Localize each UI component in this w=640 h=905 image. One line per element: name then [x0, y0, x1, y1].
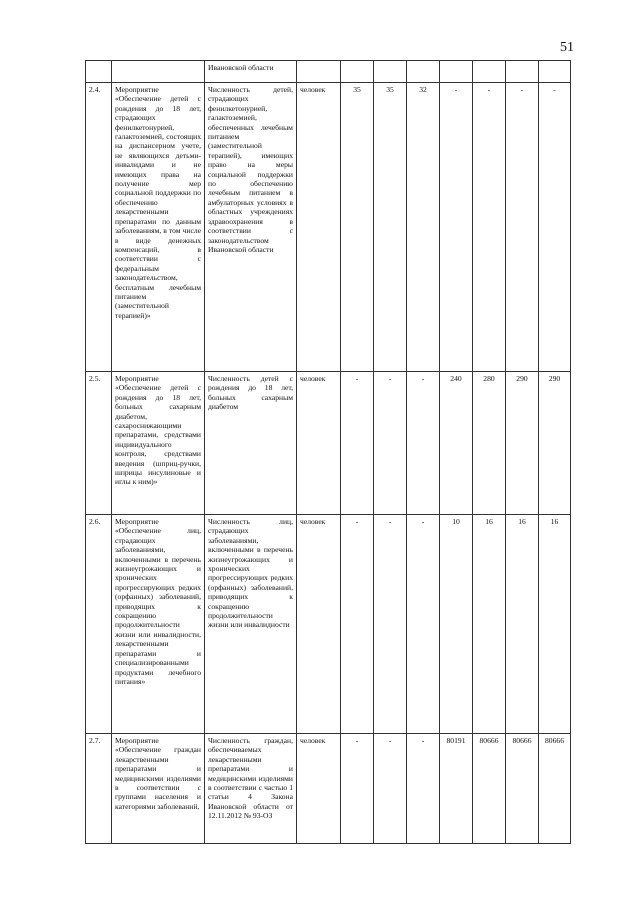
value-cell: -	[374, 372, 407, 515]
row-number-cell: 2.4.	[86, 83, 112, 372]
value-cell: -	[341, 372, 374, 515]
event-cell: Мероприятие «Обеспечение лиц, страдающих заболеваниями, включенными в перечень жизнеугрожающих и хронических прогрессирующих редких (орфанных) заболеваний, приводящих к сокращению продолжительности жизни или инвалидности, лекарственными препаратами и специализированными продуктами лечебного питания»	[112, 515, 205, 734]
value-cell: 290	[539, 372, 571, 515]
value-cell: 80666	[473, 734, 506, 844]
table-row	[86, 83, 571, 372]
indicator-cell: Ивановской области	[205, 61, 297, 83]
value-cell	[440, 61, 473, 83]
table-row	[86, 515, 571, 734]
row-number-cell: 2.6.	[86, 515, 112, 734]
value-cell: 80666	[539, 734, 571, 844]
value-cell: 80191	[440, 734, 473, 844]
unit-cell: человек	[297, 83, 341, 372]
value-cell	[407, 61, 440, 83]
value-cell: -	[374, 734, 407, 844]
page-number: 51	[560, 40, 574, 55]
table-row	[86, 61, 571, 83]
row-number-cell: 2.7.	[86, 734, 112, 844]
value-cell: 16	[539, 515, 571, 734]
unit-cell: человек	[297, 734, 341, 844]
value-cell	[374, 61, 407, 83]
value-cell: 80666	[506, 734, 539, 844]
value-cell: 16	[506, 515, 539, 734]
value-cell	[506, 61, 539, 83]
unit-cell: человек	[297, 515, 341, 734]
value-cell: 35	[374, 83, 407, 372]
row-number-cell: 2.5.	[86, 372, 112, 515]
value-cell: 35	[341, 83, 374, 372]
value-cell: 32	[407, 83, 440, 372]
event-cell: Мероприятие «Обеспечение детей с рождения до 18 лет, страдающих фенилкетонурией, галактоземией, состоящих на диспансерном учете, не являющихся детьми-инвалидами и не имеющих права на получение мер социальной поддержки по обеспечению лекарственными препаратами по данным заболеваниям, в том числе в виде денежных компенсаций, в соответствии с федеральным законодательством, бесплатным лечебным питанием (заместительной терапией)»	[112, 83, 205, 372]
value-cell: -	[374, 515, 407, 734]
value-cell	[341, 61, 374, 83]
value-cell: 290	[506, 372, 539, 515]
event-cell	[112, 61, 205, 83]
value-cell: -	[473, 83, 506, 372]
value-cell: 16	[473, 515, 506, 734]
unit-cell: человек	[297, 372, 341, 515]
event-cell: Мероприятие «Обеспечение граждан лекарственными препаратами и медицинскими изделиями в соответствии с группами населения и категориями заболеваний,	[112, 734, 205, 844]
program-indicators-table	[85, 60, 571, 844]
value-cell: -	[506, 83, 539, 372]
value-cell: -	[407, 372, 440, 515]
row-number-cell	[86, 61, 112, 83]
unit-cell	[297, 61, 341, 83]
value-cell: -	[407, 515, 440, 734]
value-cell: 280	[473, 372, 506, 515]
value-cell: -	[407, 734, 440, 844]
value-cell	[539, 61, 571, 83]
value-cell: -	[341, 515, 374, 734]
indicator-cell: Численность лиц, страдающих заболеваниями, включенными в перечень жизнеугрожающих и хронических прогрессирующих редких (орфанных) заболеваний, приводящих к сокращению продолжительности жизни или инвалидности	[205, 515, 297, 734]
value-cell: -	[341, 734, 374, 844]
value-cell	[473, 61, 506, 83]
value-cell: 10	[440, 515, 473, 734]
table-row	[86, 734, 571, 844]
value-cell: -	[539, 83, 571, 372]
value-cell: -	[440, 83, 473, 372]
table-row	[86, 372, 571, 515]
indicator-cell: Численность граждан, обеспечиваемых лекарственными препаратами и медицинскими изделиями в соответствии с частью 1 статьи 4 Закона Ивановской области от 12.11.2012 № 93-ОЗ	[205, 734, 297, 844]
indicator-cell: Численность детей с рождения до 18 лет, больных сахарным диабетом	[205, 372, 297, 515]
event-cell: Мероприятие «Обеспечение детей с рождения до 18 лет, больных сахарным диабетом, сахароснижающими препаратами, средствами индивидуального контроля, средствами введения (шприц-ручки, шприцы инсулиновые и иглы к ним)»	[112, 372, 205, 515]
value-cell: 240	[440, 372, 473, 515]
indicator-cell: Численность детей, страдающих фенилкетонурией, галактоземией, обеспеченных лечебным питанием (заместительной терапией), имеющих право на меры социальной поддержки по обеспечению лечебным питанием в амбулаторных условиях в областных учреждениях здравоохранения в соответствии с законодательством Ивановской области	[205, 83, 297, 372]
